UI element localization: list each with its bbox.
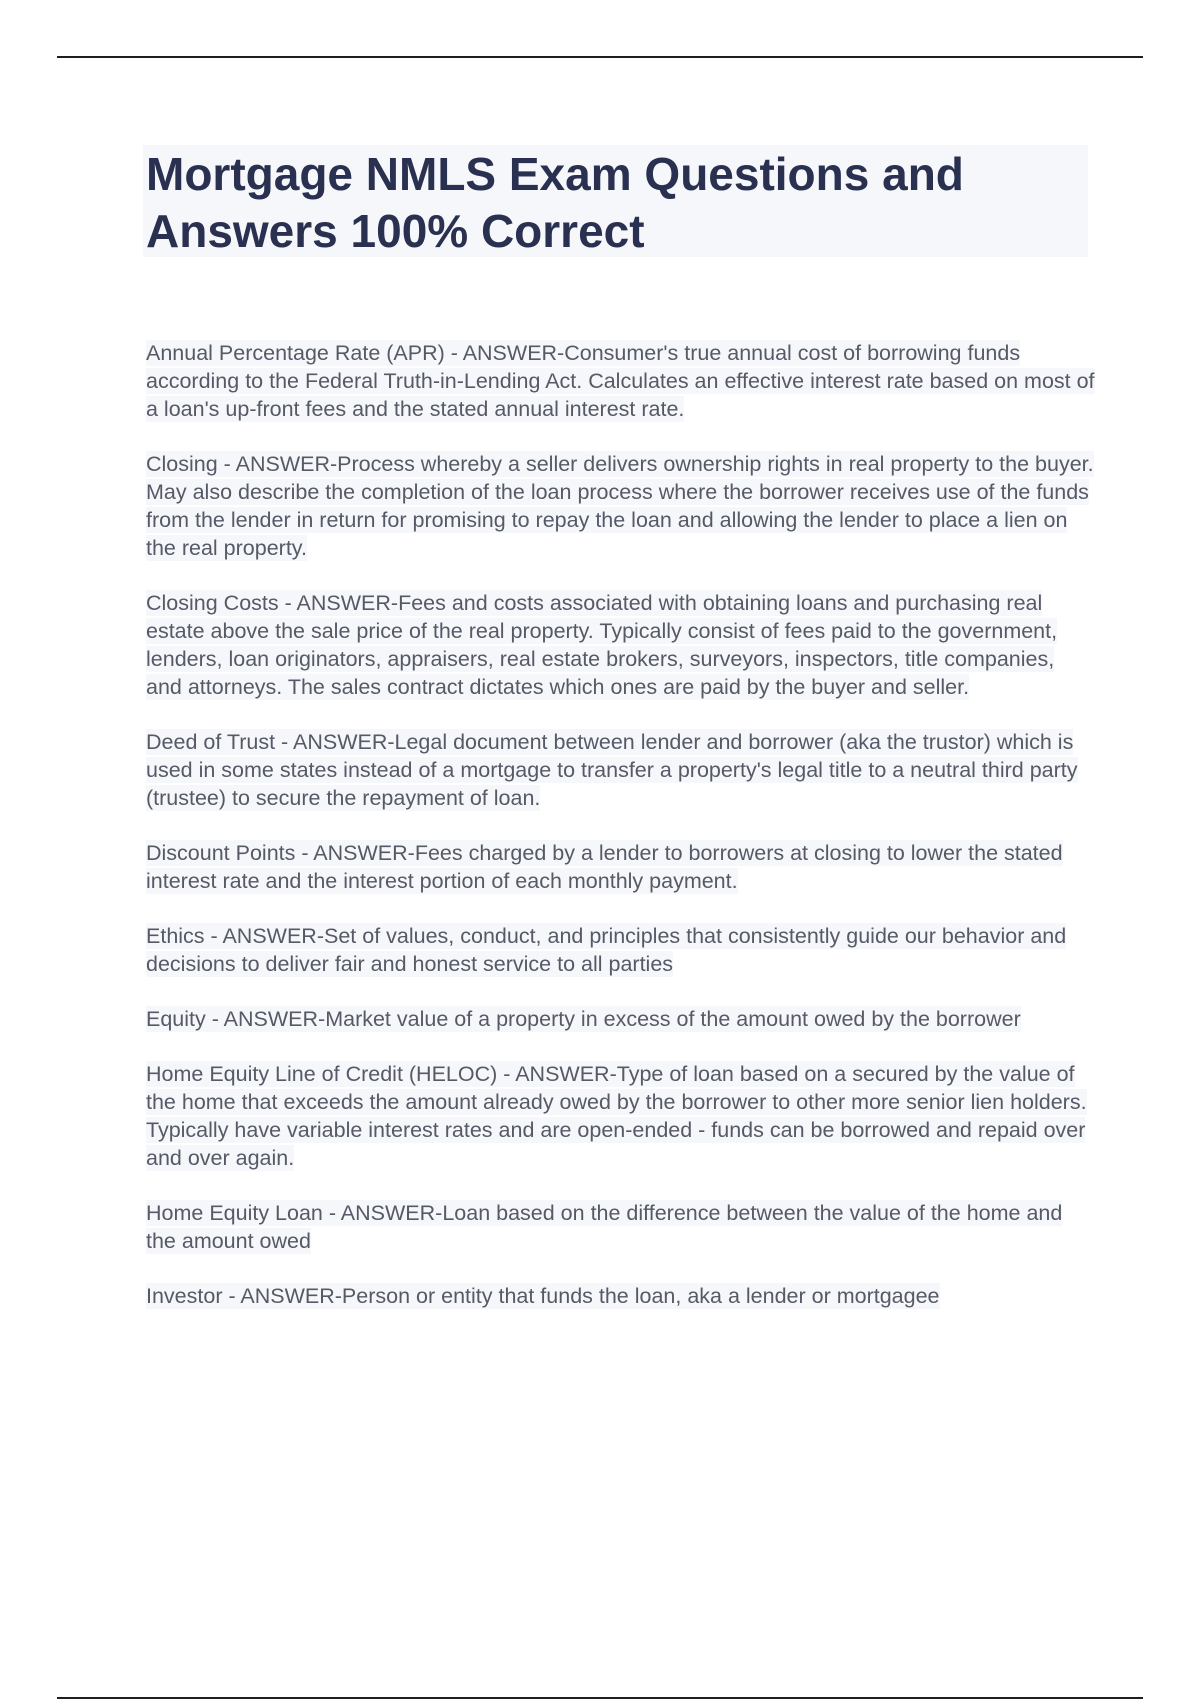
qa-entry-text: Closing - ANSWER-Process whereby a seller delivers ownership rights in real property to the buyer. May also describe the completion of the loan process where the borrower receives use of the funds from the lender in return for promising to repay the loan and allowing the lender to place a lien on the real property. — [146, 452, 1094, 560]
qa-entry — [146, 1005, 1096, 1033]
qa-entry — [146, 728, 1096, 812]
qa-entry-text: Equity - ANSWER-Market value of a property in excess of the amount owed by the borrower — [146, 1007, 1021, 1031]
qa-entry — [146, 1060, 1096, 1172]
qa-entry-text: Closing Costs - ANSWER-Fees and costs associated with obtaining loans and purchasing real estate above the sale price of the real property. Typically consist of fees paid to the government, lenders, loan originators, appraisers, real estate brokers, surveyors, inspectors, title companies, and attorneys. The sales contract dictates which ones are paid by the buyer and seller. — [146, 591, 1058, 699]
qa-entry-text: Annual Percentage Rate (APR) - ANSWER-Consumer's true annual cost of borrowing funds according to the Federal Truth-in-Lending Act. Calculates an effective interest rate based on most of a loan's up-front fees and the stated annual interest rate. — [146, 341, 1095, 421]
top-rule — [57, 56, 1143, 58]
qa-entry — [146, 450, 1096, 562]
qa-entry — [146, 1282, 1096, 1310]
qa-list — [146, 339, 1096, 1337]
qa-entry-text: Discount Points - ANSWER-Fees charged by a lender to borrowers at closing to lower the stated interest rate and the interest portion of each monthly payment. — [146, 841, 1063, 893]
qa-entry — [146, 589, 1096, 701]
qa-entry — [146, 339, 1096, 423]
qa-entry — [146, 839, 1096, 895]
qa-entry-text: Home Equity Line of Credit (HELOC) - ANSWER-Type of loan based on a secured by the value of the home that exceeds the amount already owed by the borrower to other more senior lien holders. Typically have variable interest rates and are open-ended - funds can be borrowed and repaid over and over again. — [146, 1062, 1087, 1170]
qa-entry-text: Home Equity Loan - ANSWER-Loan based on the difference between the value of the home and the amount owed — [146, 1201, 1063, 1253]
qa-entry-text: Deed of Trust - ANSWER-Legal document between lender and borrower (aka the trustor) which is used in some states instead of a mortgage to transfer a property's legal title to a neutral third party (trustee) to secure the repayment of loan. — [146, 730, 1078, 810]
qa-entry — [146, 1199, 1096, 1255]
qa-entry — [146, 922, 1096, 978]
bottom-rule — [57, 1697, 1143, 1699]
page-title: Mortgage NMLS Exam Questions and Answers 100% Correct — [146, 148, 964, 257]
qa-entry-text: Investor - ANSWER-Person or entity that funds the loan, aka a lender or mortgagee — [146, 1284, 940, 1308]
qa-entry-text: Ethics - ANSWER-Set of values, conduct, and principles that consistently guide our behavior and decisions to deliver fair and honest service to all parties — [146, 924, 1067, 976]
